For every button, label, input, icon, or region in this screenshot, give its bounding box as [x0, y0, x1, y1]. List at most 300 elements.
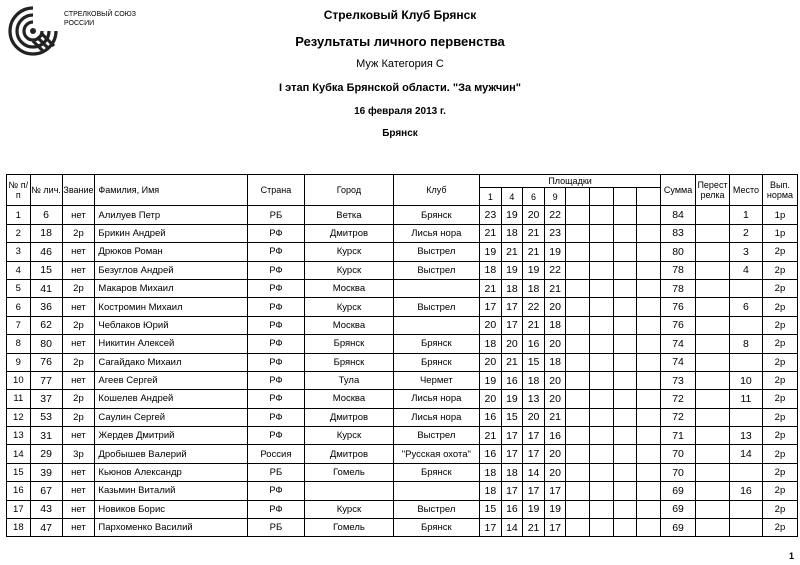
norm-achieved: 2р	[762, 335, 797, 353]
empty-score-cell	[566, 243, 590, 261]
rank: нет	[62, 500, 95, 518]
col-shootoff: Перест релка	[696, 175, 730, 206]
ground-score: 20	[544, 371, 566, 389]
shootoff-cell	[696, 335, 730, 353]
place	[729, 408, 762, 426]
country: РФ	[247, 335, 305, 353]
ground-score: 16	[480, 408, 502, 426]
empty-score-cell	[637, 390, 661, 408]
empty-score-cell	[613, 482, 637, 500]
athlete-name: Дрюков Роман	[95, 243, 247, 261]
ground-score: 21	[501, 353, 523, 371]
total-score: 71	[661, 427, 696, 445]
ground-score: 22	[544, 261, 566, 279]
athlete-name: Дробышев Валерий	[95, 445, 247, 463]
ground-score: 19	[501, 261, 523, 279]
empty-score-cell	[590, 279, 614, 297]
col-ground-9: 9	[544, 188, 566, 206]
row-number: 2	[7, 224, 31, 242]
license-number: 36	[30, 298, 62, 316]
shootoff-cell	[696, 243, 730, 261]
empty-score-cell	[566, 408, 590, 426]
place	[729, 463, 762, 481]
empty-score-cell	[613, 408, 637, 426]
total-score: 70	[661, 445, 696, 463]
athlete-name: Новиков Борис	[95, 500, 247, 518]
total-score: 73	[661, 371, 696, 389]
ground-score: 20	[480, 353, 502, 371]
row-number: 9	[7, 353, 31, 371]
club: Выстрел	[393, 427, 479, 445]
table-row	[7, 482, 798, 500]
row-number: 14	[7, 445, 31, 463]
shootoff-cell	[696, 519, 730, 537]
ground-score: 18	[501, 463, 523, 481]
ground-score: 16	[501, 500, 523, 518]
total-score: 72	[661, 390, 696, 408]
license-number: 18	[30, 224, 62, 242]
ground-score: 20	[480, 316, 502, 334]
rank: нет	[62, 335, 95, 353]
ground-score: 20	[544, 463, 566, 481]
empty-score-cell	[613, 445, 637, 463]
empty-score-cell	[566, 427, 590, 445]
athlete-name: Кьюнов Александр	[95, 463, 247, 481]
total-score: 80	[661, 243, 696, 261]
rank: нет	[62, 519, 95, 537]
ground-score: 16	[501, 371, 523, 389]
ground-score: 21	[480, 279, 502, 297]
country: РФ	[247, 224, 305, 242]
country: РФ	[247, 279, 305, 297]
total-score: 72	[661, 408, 696, 426]
total-score: 78	[661, 279, 696, 297]
empty-score-cell	[613, 500, 637, 518]
norm-achieved: 2р	[762, 500, 797, 518]
empty-score-cell	[566, 261, 590, 279]
shootoff-cell	[696, 316, 730, 334]
norm-achieved: 2р	[762, 261, 797, 279]
club: Лисья нора	[393, 390, 479, 408]
empty-score-cell	[590, 243, 614, 261]
place: 6	[729, 298, 762, 316]
city: Тула	[305, 371, 393, 389]
page-title: Результаты личного первенства	[295, 34, 505, 49]
club: Брянск	[393, 206, 479, 224]
table-row	[7, 427, 798, 445]
ground-score: 18	[480, 463, 502, 481]
col-ground-6: 6	[523, 188, 545, 206]
club: Лисья нора	[393, 408, 479, 426]
ground-score: 17	[523, 482, 545, 500]
club	[393, 316, 479, 334]
empty-score-cell	[613, 519, 637, 537]
ground-score: 20	[544, 390, 566, 408]
athlete-name: Агеев Сергей	[95, 371, 247, 389]
ground-score: 21	[501, 243, 523, 261]
place: 14	[729, 445, 762, 463]
place	[729, 316, 762, 334]
ground-score: 15	[480, 500, 502, 518]
athlete-name: Макаров Михаил	[95, 279, 247, 297]
athlete-name: Пархоменко Василий	[95, 519, 247, 537]
rank: 2р	[62, 353, 95, 371]
ground-score: 17	[501, 316, 523, 334]
ground-score: 17	[544, 482, 566, 500]
row-number: 4	[7, 261, 31, 279]
empty-score-cell	[590, 335, 614, 353]
athlete-name: Саулин Сергей	[95, 408, 247, 426]
license-number: 43	[30, 500, 62, 518]
rank: нет	[62, 298, 95, 316]
place	[729, 279, 762, 297]
col-ground-empty	[590, 188, 614, 206]
ground-score: 18	[544, 316, 566, 334]
country: Россия	[247, 445, 305, 463]
ground-score: 17	[480, 519, 502, 537]
table-row	[7, 224, 798, 242]
ground-score: 21	[480, 224, 502, 242]
club: "Русская охота"	[393, 445, 479, 463]
shootoff-cell	[696, 261, 730, 279]
shootoff-cell	[696, 482, 730, 500]
empty-score-cell	[637, 261, 661, 279]
total-score: 69	[661, 519, 696, 537]
ground-score: 19	[480, 243, 502, 261]
table-row	[7, 243, 798, 261]
empty-score-cell	[637, 316, 661, 334]
norm-achieved: 2р	[762, 316, 797, 334]
row-number: 17	[7, 500, 31, 518]
empty-score-cell	[637, 408, 661, 426]
country: РФ	[247, 500, 305, 518]
empty-score-cell	[590, 390, 614, 408]
col-norm: Вып. норма	[762, 175, 797, 206]
license-number: 29	[30, 445, 62, 463]
empty-score-cell	[637, 427, 661, 445]
shootoff-cell	[696, 224, 730, 242]
empty-score-cell	[590, 316, 614, 334]
empty-score-cell	[613, 316, 637, 334]
event-date: 16 февраля 2013 г.	[354, 106, 446, 117]
empty-score-cell	[566, 224, 590, 242]
results-table	[6, 174, 798, 537]
table-row	[7, 353, 798, 371]
row-number: 13	[7, 427, 31, 445]
row-number: 12	[7, 408, 31, 426]
empty-score-cell	[590, 445, 614, 463]
table-row	[7, 519, 798, 537]
table-row	[7, 206, 798, 224]
city: Курск	[305, 427, 393, 445]
city: Ветка	[305, 206, 393, 224]
col-country: Страна	[247, 175, 305, 206]
athlete-name: Никитин Алексей	[95, 335, 247, 353]
shootoff-cell	[696, 500, 730, 518]
empty-score-cell	[590, 519, 614, 537]
empty-score-cell	[566, 482, 590, 500]
city: Гомель	[305, 519, 393, 537]
col-ground-1: 1	[480, 188, 502, 206]
license-number: 37	[30, 390, 62, 408]
ground-score: 22	[544, 206, 566, 224]
table-row	[7, 298, 798, 316]
row-number: 3	[7, 243, 31, 261]
ground-score: 20	[544, 298, 566, 316]
empty-score-cell	[637, 445, 661, 463]
empty-score-cell	[613, 224, 637, 242]
empty-score-cell	[637, 500, 661, 518]
empty-score-cell	[566, 500, 590, 518]
empty-score-cell	[566, 316, 590, 334]
ground-score: 19	[544, 500, 566, 518]
ground-score: 17	[523, 427, 545, 445]
ground-score: 18	[480, 482, 502, 500]
rank: нет	[62, 371, 95, 389]
athlete-name: Алилуев Петр	[95, 206, 247, 224]
country: РФ	[247, 390, 305, 408]
place: 4	[729, 261, 762, 279]
ground-score: 13	[523, 390, 545, 408]
city: Курск	[305, 243, 393, 261]
total-score: 69	[661, 482, 696, 500]
ground-score: 14	[523, 463, 545, 481]
ground-score: 19	[523, 261, 545, 279]
col-sum: Сумма	[661, 175, 696, 206]
empty-score-cell	[590, 371, 614, 389]
license-number: 47	[30, 519, 62, 537]
place: 16	[729, 482, 762, 500]
ground-score: 17	[501, 482, 523, 500]
country: РФ	[247, 353, 305, 371]
norm-achieved: 2р	[762, 279, 797, 297]
country: РБ	[247, 519, 305, 537]
shootoff-cell	[696, 371, 730, 389]
ground-score: 23	[480, 206, 502, 224]
ground-score: 19	[501, 390, 523, 408]
empty-score-cell	[637, 353, 661, 371]
ground-score: 22	[523, 298, 545, 316]
total-score: 83	[661, 224, 696, 242]
col-club: Клуб	[393, 175, 479, 206]
country: РФ	[247, 316, 305, 334]
city: Брянск	[305, 335, 393, 353]
empty-score-cell	[637, 335, 661, 353]
athlete-name: Брикин Андрей	[95, 224, 247, 242]
col-grounds: Площадки	[480, 175, 661, 188]
ground-score: 18	[501, 279, 523, 297]
col-city: Город	[305, 175, 393, 206]
ground-score: 21	[544, 408, 566, 426]
ground-score: 16	[480, 445, 502, 463]
shootoff-cell	[696, 206, 730, 224]
row-number: 5	[7, 279, 31, 297]
athlete-name: Жердев Дмитрий	[95, 427, 247, 445]
shootoff-cell	[696, 298, 730, 316]
ground-score: 23	[544, 224, 566, 242]
rank: 2р	[62, 224, 95, 242]
col-ground-4: 4	[501, 188, 523, 206]
shootoff-cell	[696, 353, 730, 371]
table-row	[7, 261, 798, 279]
table-row	[7, 463, 798, 481]
city: Гомель	[305, 463, 393, 481]
athlete-name: Безуглов Андрей	[95, 261, 247, 279]
place: 13	[729, 427, 762, 445]
ground-score: 17	[501, 427, 523, 445]
shootoff-cell	[696, 427, 730, 445]
city: Курск	[305, 500, 393, 518]
row-number: 15	[7, 463, 31, 481]
empty-score-cell	[566, 445, 590, 463]
norm-achieved: 2р	[762, 243, 797, 261]
ground-score: 20	[523, 408, 545, 426]
total-score: 84	[661, 206, 696, 224]
license-number: 67	[30, 482, 62, 500]
ground-score: 17	[480, 298, 502, 316]
table-row	[7, 408, 798, 426]
shootoff-cell	[696, 463, 730, 481]
total-score: 74	[661, 335, 696, 353]
ground-score: 21	[523, 243, 545, 261]
city: Курск	[305, 298, 393, 316]
empty-score-cell	[566, 206, 590, 224]
athlete-name: Казьмин Виталий	[95, 482, 247, 500]
empty-score-cell	[613, 279, 637, 297]
empty-score-cell	[613, 243, 637, 261]
norm-achieved: 2р	[762, 390, 797, 408]
place: 1	[729, 206, 762, 224]
country: РФ	[247, 408, 305, 426]
license-number: 41	[30, 279, 62, 297]
total-score: 70	[661, 463, 696, 481]
empty-score-cell	[566, 279, 590, 297]
ground-score: 20	[480, 390, 502, 408]
athlete-name: Кошелев Андрей	[95, 390, 247, 408]
norm-achieved: 2р	[762, 482, 797, 500]
page-number: 1	[788, 551, 794, 561]
ground-score: 20	[544, 445, 566, 463]
col-name: Фамилия, Имя	[95, 175, 247, 206]
norm-achieved: 2р	[762, 519, 797, 537]
ground-score: 19	[480, 371, 502, 389]
ground-score: 20	[501, 335, 523, 353]
rank: 2р	[62, 316, 95, 334]
athlete-name: Чеблаков Юрий	[95, 316, 247, 334]
empty-score-cell	[590, 482, 614, 500]
empty-score-cell	[613, 261, 637, 279]
norm-achieved: 2р	[762, 445, 797, 463]
norm-achieved: 1р	[762, 224, 797, 242]
empty-score-cell	[637, 298, 661, 316]
shootoff-cell	[696, 390, 730, 408]
athlete-name: Костромин Михаил	[95, 298, 247, 316]
norm-achieved: 2р	[762, 353, 797, 371]
club-title: Стрелковый Клуб Брянск	[323, 8, 477, 22]
empty-score-cell	[637, 279, 661, 297]
row-number: 7	[7, 316, 31, 334]
ground-score: 20	[523, 206, 545, 224]
country: РФ	[247, 371, 305, 389]
rank: нет	[62, 243, 95, 261]
ground-score: 19	[544, 243, 566, 261]
total-score: 76	[661, 316, 696, 334]
club: Лисья нора	[393, 224, 479, 242]
place: 2	[729, 224, 762, 242]
empty-score-cell	[637, 224, 661, 242]
city	[305, 482, 393, 500]
empty-score-cell	[637, 463, 661, 481]
empty-score-cell	[590, 500, 614, 518]
country: РФ	[247, 427, 305, 445]
total-score: 78	[661, 261, 696, 279]
empty-score-cell	[590, 463, 614, 481]
col-ground-empty	[566, 188, 590, 206]
ground-score: 19	[523, 500, 545, 518]
club: Выстрел	[393, 261, 479, 279]
ground-score: 19	[501, 206, 523, 224]
col-place: Место	[729, 175, 762, 206]
ground-score: 21	[523, 316, 545, 334]
rank: 3р	[62, 445, 95, 463]
empty-score-cell	[613, 353, 637, 371]
empty-score-cell	[566, 371, 590, 389]
country: РБ	[247, 206, 305, 224]
club: Брянск	[393, 353, 479, 371]
license-number: 62	[30, 316, 62, 334]
city: Москва	[305, 390, 393, 408]
row-number: 6	[7, 298, 31, 316]
col-num: № п/п	[7, 175, 31, 206]
place: 8	[729, 335, 762, 353]
empty-score-cell	[613, 427, 637, 445]
empty-score-cell	[637, 519, 661, 537]
country: РФ	[247, 298, 305, 316]
event-city: Брянск	[382, 128, 418, 139]
table-row	[7, 445, 798, 463]
club: Выстрел	[393, 243, 479, 261]
table-row	[7, 371, 798, 389]
rank: 2р	[62, 408, 95, 426]
ground-score: 15	[501, 408, 523, 426]
city: Брянск	[305, 353, 393, 371]
ground-score: 21	[523, 519, 545, 537]
ground-score: 17	[544, 519, 566, 537]
empty-score-cell	[566, 353, 590, 371]
athlete-name: Сагайдако Михаил	[95, 353, 247, 371]
ground-score: 16	[523, 335, 545, 353]
table-row	[7, 390, 798, 408]
club	[393, 482, 479, 500]
empty-score-cell	[613, 371, 637, 389]
club	[393, 279, 479, 297]
col-rank: Звание	[62, 175, 95, 206]
ground-score: 18	[501, 224, 523, 242]
col-license: № лич.	[30, 175, 62, 206]
city: Курск	[305, 261, 393, 279]
license-number: 15	[30, 261, 62, 279]
place	[729, 500, 762, 518]
rank: 2р	[62, 279, 95, 297]
ground-score: 14	[501, 519, 523, 537]
col-ground-empty	[613, 188, 637, 206]
empty-score-cell	[613, 206, 637, 224]
place: 10	[729, 371, 762, 389]
city: Дмитров	[305, 408, 393, 426]
empty-score-cell	[566, 335, 590, 353]
license-number: 6	[30, 206, 62, 224]
category: Муж Категория С	[356, 58, 444, 70]
